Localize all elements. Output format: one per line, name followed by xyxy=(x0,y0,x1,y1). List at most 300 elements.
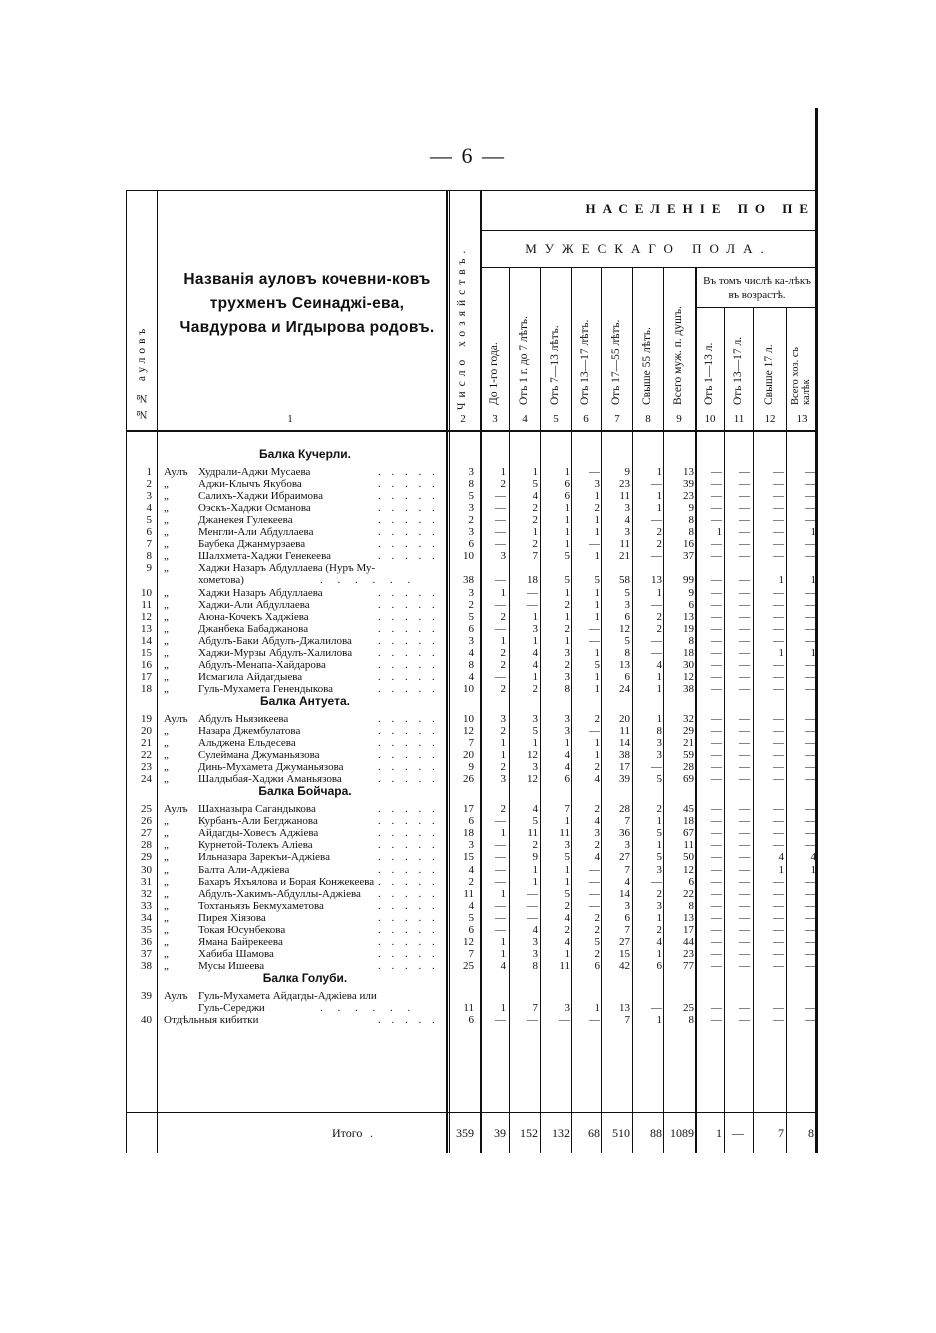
row-prefix: Аулъ xyxy=(164,989,188,1002)
row-number: 19 xyxy=(141,712,152,725)
cell-col-10: — xyxy=(711,803,722,816)
cell-col-12: 1 xyxy=(778,863,784,876)
row-number: 23 xyxy=(141,761,152,774)
aul-name-continued: хометова) xyxy=(198,574,244,587)
total-col-2: 359 xyxy=(456,1126,474,1140)
page-number: — 6 — xyxy=(430,143,506,168)
cell-col-6: 3 xyxy=(594,827,600,840)
header-age-col-7: Отъ 17—55 лѣтъ. xyxy=(610,319,622,405)
table-row xyxy=(0,647,936,659)
cell-col-8: — xyxy=(651,598,662,611)
cell-col-5: 2 xyxy=(564,923,570,936)
cell-col-8: 1 xyxy=(656,490,662,503)
cell-col-7: 6 xyxy=(624,610,630,623)
cell-col-8: 3 xyxy=(656,899,662,912)
row-number: 37 xyxy=(141,947,152,960)
cell-col-9: 25 xyxy=(683,1002,694,1014)
cell-col-10: — xyxy=(711,586,722,599)
cell-col-8: — xyxy=(651,761,662,774)
cell-col-13: — xyxy=(805,670,816,683)
cell-col-4: 1 xyxy=(532,634,538,647)
row-number: 16 xyxy=(141,658,152,671)
cell-col-10: — xyxy=(711,827,722,840)
cell-col-13: — xyxy=(805,875,816,888)
leader-dots: . . . . . xyxy=(378,737,439,750)
leader-dots: . . . . . xyxy=(378,514,439,527)
cell-col-12: — xyxy=(773,887,784,900)
cell-col-9: 77 xyxy=(683,959,694,972)
colnum-13: 13 xyxy=(796,413,808,425)
table-row xyxy=(0,1002,936,1014)
cell-col-6: — xyxy=(589,863,600,876)
cell-col-6: — xyxy=(589,899,600,912)
cell-col-10: 1 xyxy=(716,526,722,539)
row-number: 9 xyxy=(146,562,152,575)
cell-col-4: — xyxy=(527,911,538,924)
cell-col-9: 6 xyxy=(688,875,694,888)
cell-col-8: — xyxy=(651,514,662,527)
colnum-9: 9 xyxy=(676,413,682,425)
cell-col-10: — xyxy=(711,947,722,960)
cell-col-2: 7 xyxy=(468,737,474,750)
table-row xyxy=(0,587,936,599)
cell-col-2: 5 xyxy=(468,610,474,623)
row-prefix: „ xyxy=(164,670,169,683)
cell-col-8: 2 xyxy=(656,923,662,936)
row-number: 27 xyxy=(141,827,152,840)
row-number: 35 xyxy=(141,923,152,936)
cell-col-8: 1 xyxy=(656,839,662,852)
row-number: 15 xyxy=(141,646,152,659)
leader-dots: . . . . . xyxy=(378,682,439,695)
cell-col-2: 4 xyxy=(468,899,474,912)
cell-col-10: — xyxy=(711,682,722,695)
cell-col-6: 1 xyxy=(594,670,600,683)
aul-name: Айдагды-Ховесъ Аджіева xyxy=(198,827,319,840)
header-age-col-9: Всего муж. п. душъ. xyxy=(672,306,684,405)
total-col-4: 152 xyxy=(520,1126,538,1140)
cell-col-9: 13 xyxy=(683,466,694,478)
cell-col-4: 1 xyxy=(532,610,538,623)
cell-col-8: 6 xyxy=(656,959,662,972)
cell-col-4: 4 xyxy=(532,646,538,659)
section-title: Балка Голуби. xyxy=(262,970,348,985)
leader-dots: . . . . . . xyxy=(320,574,417,587)
cell-col-11: — xyxy=(739,490,750,503)
cell-col-12: — xyxy=(773,803,784,816)
cell-col-10: — xyxy=(711,658,722,671)
cell-col-9: 13 xyxy=(683,911,694,924)
cell-col-10: — xyxy=(711,899,722,912)
cell-col-7: 27 xyxy=(619,851,630,864)
cell-col-5: 3 xyxy=(564,839,570,852)
cell-col-12: — xyxy=(773,911,784,924)
cell-col-3: — xyxy=(495,863,506,876)
cell-col-6: 2 xyxy=(594,761,600,774)
cell-col-5: 11 xyxy=(559,959,570,972)
leader-dots: . . . . . xyxy=(378,773,439,786)
cell-col-10: — xyxy=(711,851,722,864)
cell-col-10: — xyxy=(711,887,722,900)
row-prefix: „ xyxy=(164,773,169,786)
cell-col-12: — xyxy=(773,466,784,478)
table-row xyxy=(0,815,936,827)
cell-col-13: — xyxy=(805,610,816,623)
cell-col-4: 18 xyxy=(527,574,538,587)
cell-col-10: — xyxy=(711,875,722,888)
cell-col-5: 1 xyxy=(564,538,570,551)
cell-col-7: 17 xyxy=(619,761,630,774)
cell-col-11: — xyxy=(739,863,750,876)
total-col-3: 39 xyxy=(494,1126,506,1140)
cell-col-5: 3 xyxy=(564,712,570,725)
cell-col-5: 6 xyxy=(564,490,570,503)
aul-name: Динь-Мухамета Джуманьязова xyxy=(198,761,344,774)
cell-col-13: — xyxy=(805,466,816,478)
cell-col-2: 11 xyxy=(463,1002,474,1014)
cell-col-5: 3 xyxy=(564,670,570,683)
cell-col-4: 1 xyxy=(532,670,538,683)
cell-col-7: 13 xyxy=(619,1002,630,1014)
row-number: 5 xyxy=(146,514,152,527)
cell-col-4: 2 xyxy=(532,682,538,695)
cell-col-7: 7 xyxy=(624,923,630,936)
cell-col-3: — xyxy=(495,911,506,924)
cell-col-8: 8 xyxy=(656,725,662,737)
cell-col-7: 3 xyxy=(624,839,630,852)
row-prefix: „ xyxy=(164,598,169,611)
cell-col-11: — xyxy=(739,586,750,599)
cell-col-9: 8 xyxy=(688,634,694,647)
header-age-col-12: Свыше 17 л. xyxy=(763,344,775,405)
cell-col-7: 6 xyxy=(624,911,630,924)
row-prefix: „ xyxy=(164,935,169,948)
header-age-col-6: Отъ 13—17 лѣтъ. xyxy=(579,319,591,405)
cell-col-12: — xyxy=(773,935,784,948)
leader-dots: . . . . . xyxy=(378,490,439,503)
cell-col-3: 2 xyxy=(500,725,506,737)
cell-col-8: 1 xyxy=(656,947,662,960)
cell-col-11: — xyxy=(739,887,750,900)
leader-dots: . . . . . xyxy=(378,875,439,888)
table-row xyxy=(0,960,936,972)
cell-col-4: 2 xyxy=(532,839,538,852)
cell-col-11: — xyxy=(739,815,750,828)
cell-col-2: 4 xyxy=(468,646,474,659)
cell-col-3: 2 xyxy=(500,803,506,816)
cell-col-13: — xyxy=(805,749,816,762)
cell-col-13: — xyxy=(805,1002,816,1014)
cell-col-9: 69 xyxy=(683,773,694,786)
row-prefix: „ xyxy=(164,749,169,762)
header-age-col-8: Свыше 55 лѣтъ. xyxy=(641,327,653,405)
cell-col-10: — xyxy=(711,935,722,948)
cell-col-13: 1 xyxy=(810,574,816,587)
table-row xyxy=(0,599,936,611)
cell-col-8: 2 xyxy=(656,538,662,551)
row-number: 39 xyxy=(141,989,152,1002)
cell-col-5: 8 xyxy=(564,682,570,695)
row-prefix: „ xyxy=(164,514,169,527)
cell-col-7: 15 xyxy=(619,947,630,960)
band-line-2 xyxy=(482,267,815,268)
leader-dots: . . . . . xyxy=(378,550,439,563)
cell-col-5: 2 xyxy=(564,622,570,635)
cell-col-3: 4 xyxy=(500,959,506,972)
cell-col-5: 1 xyxy=(564,502,570,515)
cell-col-2: 2 xyxy=(468,598,474,611)
row-prefix: „ xyxy=(164,911,169,924)
leader-dots: . . . . . xyxy=(378,502,439,515)
row-prefix: „ xyxy=(164,610,169,623)
cell-col-9: 17 xyxy=(683,923,694,936)
aul-name: Абдулъ Ньязикеева xyxy=(198,712,289,725)
cell-col-11: — xyxy=(739,947,750,960)
cell-col-7: 21 xyxy=(619,550,630,563)
cell-col-8: 1 xyxy=(656,712,662,725)
cell-col-9: 67 xyxy=(683,827,694,840)
cell-col-7: 11 xyxy=(619,538,630,551)
leader-dots: . . . . . xyxy=(378,538,439,551)
cell-col-6: 2 xyxy=(594,712,600,725)
cell-col-10: — xyxy=(711,598,722,611)
section-title: Балка Кучерли. xyxy=(259,447,351,461)
cell-col-6: — xyxy=(589,725,600,737)
cell-col-6: 2 xyxy=(594,803,600,816)
totals-top-line xyxy=(126,1112,816,1113)
cell-col-13: — xyxy=(805,598,816,611)
header-bottom-line xyxy=(126,430,816,432)
cell-col-6: — xyxy=(589,1014,600,1027)
cell-col-8: 3 xyxy=(656,737,662,750)
cell-col-2: 6 xyxy=(468,923,474,936)
cell-col-7: 6 xyxy=(624,670,630,683)
cell-col-4: 7 xyxy=(532,1002,538,1014)
cell-col-3: — xyxy=(495,1014,506,1027)
aul-name: Тохтаньязъ Бекмухаметова xyxy=(198,899,324,912)
row-number: 29 xyxy=(141,851,152,864)
cell-col-11: — xyxy=(739,646,750,659)
total-col-8: 88 xyxy=(650,1126,662,1140)
cell-col-10: — xyxy=(711,737,722,750)
cell-col-10: — xyxy=(711,634,722,647)
cell-col-7: 7 xyxy=(624,815,630,828)
header-age-col-11: Отъ 13—17 л. xyxy=(732,336,744,405)
cell-col-9: 16 xyxy=(683,538,694,551)
table-row xyxy=(0,900,936,912)
aul-name: Джанекея Гулекеева xyxy=(198,514,293,527)
leader-dots: . . . . . xyxy=(378,923,439,936)
cell-col-6: 5 xyxy=(594,935,600,948)
cell-col-9: 99 xyxy=(683,574,694,587)
cell-col-7: 8 xyxy=(624,646,630,659)
row-prefix: „ xyxy=(164,502,169,515)
cell-col-10: — xyxy=(711,863,722,876)
cell-col-3: 2 xyxy=(500,646,506,659)
row-number: 4 xyxy=(146,502,152,515)
cell-col-3: — xyxy=(495,490,506,503)
cell-col-5: 1 xyxy=(564,875,570,888)
aul-name: Аюна-Кочекъ Хаджіева xyxy=(198,610,309,623)
cell-col-9: 18 xyxy=(683,815,694,828)
leader-dots: . . . . . xyxy=(378,827,439,840)
total-col-10: 1 xyxy=(716,1126,722,1140)
row-number: 24 xyxy=(141,773,152,786)
cell-col-2: 10 xyxy=(463,712,474,725)
leader-dots: . . . . . xyxy=(378,815,439,828)
cell-col-3: 1 xyxy=(500,466,506,478)
table-row xyxy=(0,466,936,478)
cell-col-6: 1 xyxy=(594,514,600,527)
row-number: 30 xyxy=(141,863,152,876)
cell-col-11: — xyxy=(739,1014,750,1027)
table-row xyxy=(0,574,936,586)
cell-col-3: 1 xyxy=(500,749,506,762)
total-col-6: 68 xyxy=(588,1126,600,1140)
cell-col-4: — xyxy=(527,1014,538,1027)
cell-col-12: — xyxy=(773,538,784,551)
cell-col-5: 6 xyxy=(564,478,570,491)
cell-col-6: 2 xyxy=(594,911,600,924)
row-number: 3 xyxy=(146,490,152,503)
cell-col-12: — xyxy=(773,737,784,750)
cell-col-3: 2 xyxy=(500,761,506,774)
header-age-col-13: Всего хоз. съ калѣк xyxy=(790,347,812,405)
cell-col-6: — xyxy=(589,875,600,888)
cell-col-13: 4 xyxy=(810,851,816,864)
colnum-3: 3 xyxy=(492,413,498,425)
aul-name: Хаджи Назаръ Абдуллаева xyxy=(198,586,323,599)
cell-col-12: — xyxy=(773,490,784,503)
cell-col-10: — xyxy=(711,610,722,623)
cell-col-11: — xyxy=(739,851,750,864)
header-male-band: МУЖЕСКАГО ПОЛА. xyxy=(525,241,772,256)
leader-dots: . . . . . xyxy=(378,761,439,774)
section-title: Балка Антуета. xyxy=(260,693,350,708)
cell-col-2: 6 xyxy=(468,1014,474,1027)
table-row xyxy=(0,888,936,900)
totals-label-dot: . xyxy=(370,1126,373,1140)
cell-col-7: 3 xyxy=(624,598,630,611)
cell-col-2: 4 xyxy=(468,863,474,876)
cell-col-12: — xyxy=(773,670,784,683)
cell-col-7: 11 xyxy=(619,490,630,503)
cell-col-12: — xyxy=(773,923,784,936)
row-number: 2 xyxy=(146,478,152,491)
cell-col-7: 20 xyxy=(619,712,630,725)
cell-col-12: — xyxy=(773,598,784,611)
aul-name: Аджи-Клычъ Якубова xyxy=(198,478,302,491)
cell-col-7: 27 xyxy=(619,935,630,948)
cell-col-5: 1 xyxy=(564,737,570,750)
cell-col-6: 2 xyxy=(594,502,600,515)
table-row xyxy=(0,839,936,851)
cell-col-3: — xyxy=(495,839,506,852)
cell-col-8: 3 xyxy=(656,863,662,876)
cell-col-8: 13 xyxy=(651,574,662,587)
cell-col-13: 1 xyxy=(810,526,816,539)
cell-col-10: — xyxy=(711,815,722,828)
cell-col-5: 7 xyxy=(564,803,570,816)
cell-col-7: 3 xyxy=(624,526,630,539)
cell-col-4: 4 xyxy=(532,658,538,671)
aul-name: Шахназыра Сагандыкова xyxy=(198,803,316,816)
total-col-12: 7 xyxy=(778,1126,784,1140)
cell-col-6: — xyxy=(589,622,600,635)
row-prefix: „ xyxy=(164,947,169,960)
table-row xyxy=(0,749,936,761)
section-title: Балка Бойчара. xyxy=(258,784,352,799)
row-prefix: „ xyxy=(164,827,169,840)
leader-dots: . . . . . xyxy=(378,712,439,725)
cell-col-4: — xyxy=(527,598,538,611)
cell-col-5: 1 xyxy=(564,514,570,527)
cell-col-4: 5 xyxy=(532,815,538,828)
cell-col-11: — xyxy=(739,670,750,683)
cell-col-5: 1 xyxy=(564,586,570,599)
cell-col-2: 11 xyxy=(463,887,474,900)
cell-col-3: 1 xyxy=(500,1002,506,1014)
cell-col-4: 4 xyxy=(532,803,538,816)
cell-col-2: 12 xyxy=(463,935,474,948)
row-prefix: „ xyxy=(164,550,169,563)
cell-col-5: 11 xyxy=(559,827,570,840)
cell-col-12: — xyxy=(773,875,784,888)
cell-col-10: — xyxy=(711,959,722,972)
cell-col-8: 1 xyxy=(656,502,662,515)
cell-col-10: — xyxy=(711,502,722,515)
cell-col-10: — xyxy=(711,725,722,737)
cell-col-6: 1 xyxy=(594,526,600,539)
aul-name: Шалдыбая-Хаджи Аманьязова xyxy=(198,773,342,786)
aul-name: Гуль-Мухамета Генендыкова xyxy=(198,682,334,695)
cell-col-12: — xyxy=(773,682,784,695)
header-age-col-4: Отъ 1 г. до 7 лѣтъ. xyxy=(518,316,530,405)
cell-col-6: 4 xyxy=(594,851,600,864)
cell-col-4: 5 xyxy=(532,725,538,737)
cell-col-11: — xyxy=(739,725,750,737)
table-row xyxy=(0,851,936,863)
cell-col-6: 1 xyxy=(594,737,600,750)
cell-col-6: 2 xyxy=(594,923,600,936)
header-age-col-3: До 1-го года. xyxy=(488,342,500,405)
row-prefix: „ xyxy=(164,761,169,774)
band-line-3 xyxy=(697,307,815,308)
cell-col-2: 25 xyxy=(463,959,474,972)
colnum-5: 5 xyxy=(553,413,559,425)
cell-col-7: 14 xyxy=(619,737,630,750)
row-number: 34 xyxy=(141,911,152,924)
cell-col-3: — xyxy=(495,538,506,551)
aul-name: Хаджи-Али Абдуллаева xyxy=(198,598,310,611)
cell-col-9: 38 xyxy=(683,682,694,695)
cell-col-4: 1 xyxy=(532,863,538,876)
row-prefix: „ xyxy=(164,851,169,864)
row-prefix: „ xyxy=(164,634,169,647)
cell-col-6: 1 xyxy=(594,1002,600,1014)
cell-col-9: 28 xyxy=(683,761,694,774)
cell-col-8: 2 xyxy=(656,610,662,623)
cell-col-2: 3 xyxy=(468,839,474,852)
aul-name-continued: Гуль-Середжи xyxy=(198,1002,265,1014)
cell-col-5: 2 xyxy=(564,658,570,671)
cell-col-7: 13 xyxy=(619,658,630,671)
total-col-13: 8 xyxy=(808,1126,814,1140)
cell-col-13: — xyxy=(805,815,816,828)
cell-col-6: 1 xyxy=(594,598,600,611)
cell-col-8: 4 xyxy=(656,658,662,671)
cell-col-10: — xyxy=(711,514,722,527)
